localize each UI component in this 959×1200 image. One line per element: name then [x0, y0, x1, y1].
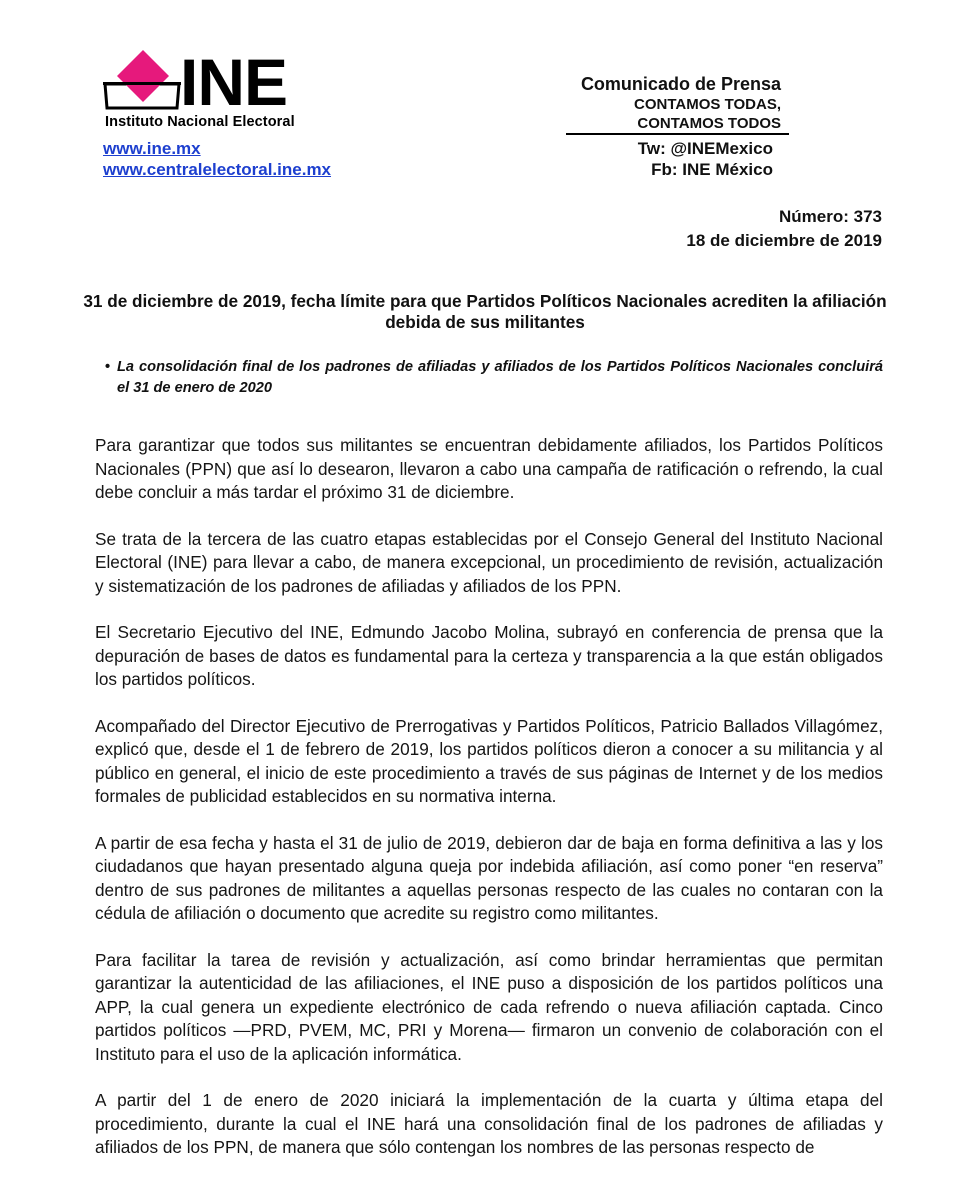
- link-ine[interactable]: www.ine.mx: [103, 139, 201, 158]
- article-body: [95, 434, 883, 1183]
- press-title: Comunicado de Prensa: [580, 74, 781, 94]
- paragraph: Acompañado del Director Ejecutivo de Prerrogativas y Partidos Políticos, Patricio Ballados Villagómez, explicó que, desde el 1 de febrero de 2019, los partidos políticos dieron a conocer a su militancia y al público en general, el inicio de este procedimiento a través de sus páginas de Internet y de los medios formales de publicidad establecidos en su normativa interna.: [95, 715, 883, 806]
- release-number: Número: 373: [779, 207, 882, 226]
- paragraph: Para facilitar la tarea de revisión y actualización, así como brindar herramientas que permitan garantizar la autenticidad de las afiliaciones, el INE puso a disposición de los partidos políticos una APP, la cual genera un expediente electrónico de cada refrendo o nueva afiliación captada. Cinco partidos políticos —PRD, PVEM, MC, PRI y Morena— firmaron un convenio de colaboración con el Instituto para el uso de la aplicación informática.: [95, 949, 883, 1064]
- summary-bullet-text: La consolidación final de los padrones de afiliadas y afiliados de los Partidos Políticos Nacionales concluirá el 31 de enero de 2020: [117, 359, 883, 396]
- header-links: [103, 138, 331, 180]
- twitter-handle: Tw: @INEMexico: [637, 139, 773, 158]
- logo-word: INE: [180, 45, 288, 119]
- paragraph: El Secretario Ejecutivo del INE, Edmundo Jacobo Molina, subrayó en conferencia de prensa que la depuración de bases de datos es fundamental para la certeza y transparencia a la que están obligados los partidos políticos.: [95, 622, 883, 689]
- paragraph: Se trata de la tercera de las cuatro etapas establecidas por el Consejo General del Instituto Nacional Electoral (INE) para llevar a cabo, de manera excepcional, un procedimiento de revisión, actualización y sistematización de los padrones de afiliadas y afiliados de los PPN.: [95, 528, 883, 596]
- release-date: 18 de diciembre de 2019: [686, 231, 882, 250]
- header-divider: [566, 133, 789, 135]
- link-centralelectoral[interactable]: www.centralelectoral.ine.mx: [103, 160, 332, 179]
- ballot-box-icon: [103, 48, 181, 112]
- release-meta: [686, 205, 882, 253]
- ine-logo: [103, 45, 323, 134]
- paragraph: A partir del 1 de enero de 2020 iniciará la implementación de la cuarta y última etapa del procedimiento, durante la cual el INE hará una consolidación final de los padrones de afiliadas y afiliados de los PPN, de manera que sólo contengan los nombres de las personas respecto de: [95, 1090, 883, 1157]
- press-heading: [581, 73, 781, 133]
- paragraph: A partir de esa fecha y hasta el 31 de julio de 2019, debieron dar de baja en forma definitiva a las y los ciudadanos que hayan presentado alguna queja por indebida afiliación, así como poner “en reserva” dentro de sus padrones de militantes a aquellas personas respecto de las cuales no contaran con la cédula de afiliación o documento que acredite su registro como militantes.: [95, 832, 883, 923]
- slogan-line-2: CONTAMOS TODOS: [637, 115, 781, 132]
- paragraph: Para garantizar que todos sus militantes se encuentran debidamente afiliados, los Partidos Políticos Nacionales (PPN) que así lo desearon, llevaron a cabo una campaña de ratificación o refrendo, la cual debe concluir a más tardar el próximo 31 de diciembre.: [95, 435, 883, 502]
- logo-diamond: [117, 50, 169, 102]
- slogan-line-1: CONTAMOS TODAS,: [634, 96, 781, 113]
- logo-subtitle: Instituto Nacional Electoral: [105, 114, 295, 130]
- facebook-handle: Fb: INE México: [651, 160, 773, 179]
- bullet-dot-icon: •: [105, 359, 111, 375]
- headline: 31 de diciembre de 2019, fecha límite para que Partidos Políticos Nacionales acrediten la afiliación debida de sus militantes: [83, 291, 887, 332]
- social-handles: [638, 138, 773, 180]
- summary-bullet: [105, 357, 883, 399]
